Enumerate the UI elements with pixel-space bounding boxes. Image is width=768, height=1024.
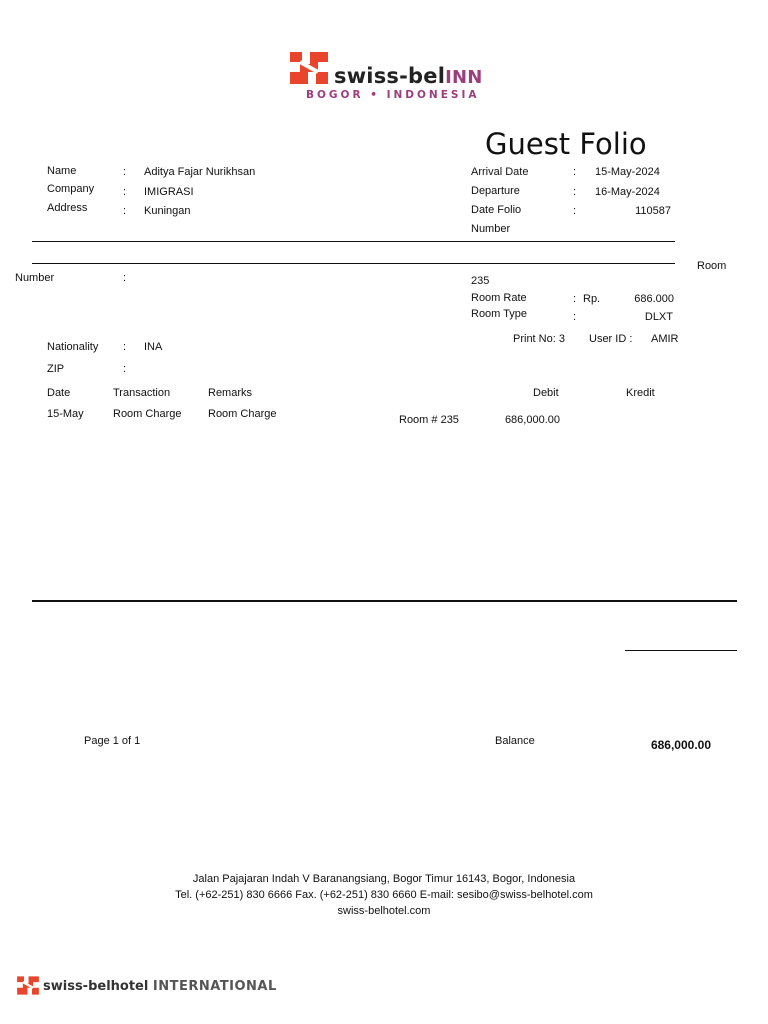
print-no: Print No: 3 [513,333,565,345]
page-indicator: Page 1 of 1 [84,735,141,747]
row-debit: 686,000.00 [504,414,560,426]
departure-sep: : [573,186,577,198]
arrival-value: 15-May-2024 [595,166,660,178]
brand-logo-icon [288,50,330,86]
room-type-value: DLXT [644,311,673,323]
address-label: Address [47,202,88,214]
footer-address: Jalan Pajajaran Indah V Baranangsiang, Bogor Timur 16143, Bogor, Indonesia [192,873,576,885]
table-end-divider [32,600,737,602]
col-header-remarks: Remarks [208,387,253,399]
row-remarks: Room Charge [208,408,277,420]
room-rate-label: Room Rate [471,292,527,304]
room-rate-value: 686.000 [634,293,674,305]
brand-name [334,64,483,88]
group-brand-name: swiss-belhotel [43,979,149,994]
folio-sep: : [573,205,577,217]
brand-suffix: INN [445,67,483,88]
name-value: Aditya Fajar Nurikhsan [144,166,256,178]
divider-second [32,263,675,264]
company-value: IMIGRASI [144,186,194,198]
folio-label: Date Folio [471,204,522,216]
row-room-ref: Room # 235 [399,414,459,426]
zip-label: ZIP [47,363,65,375]
col-header-date: Date [47,387,71,399]
group-logo-icon [16,975,40,996]
row-date: 15-May [47,408,84,420]
footer-website: swiss-belhotel.com [337,905,431,917]
divider-top [32,241,675,242]
user-id-value: AMIR [651,333,679,345]
footer-contact: Tel. (+62-251) 830 6666 Fax. (+62-251) 830 6660 E-mail: sesibo@swiss-belhotel.com [175,889,593,901]
room-rate-currency: Rp. [583,293,601,305]
col-header-debit: Debit [533,387,559,399]
group-brand [43,979,277,994]
nationality-value: INA [144,341,163,353]
name-sep: : [123,166,127,178]
group-brand-suffix: INTERNATIONAL [152,979,277,994]
address-sep: : [123,205,127,217]
room-number-sep: : [123,272,127,284]
page-title: Guest Folio [485,127,647,161]
room-type-label: Room Type [471,308,528,320]
brand-location: BOGOR • INDONESIA [306,89,480,101]
address-value: Kuningan [144,205,191,217]
nationality-label: Nationality [47,341,99,353]
company-sep: : [123,186,127,198]
arrival-sep: : [573,166,577,178]
folio-label-cont: Number [471,223,511,235]
room-type-sep: : [573,311,577,323]
name-label: Name [47,165,77,177]
col-header-transaction: Transaction [113,387,171,399]
row-transaction: Room Charge [113,408,182,420]
folio-value: 110587 [635,205,671,217]
col-header-kredit: Kredit [626,387,655,399]
brand-name-text: swiss-bel [334,64,446,88]
balance-label: Balance [495,735,535,747]
total-underline [625,650,737,651]
arrival-label: Arrival Date [471,166,529,178]
departure-label: Departure [471,185,520,197]
nationality-sep: : [123,341,127,353]
room-number-label: Number [15,272,55,284]
room-number-value: 235 [471,275,490,287]
departure-value: 16-May-2024 [595,186,660,198]
user-id-label: User ID : [589,333,633,345]
room-rate-sep: : [573,293,577,305]
zip-sep: : [123,363,127,375]
balance-value: 686,000.00 [650,738,711,752]
room-label: Room [697,260,727,272]
company-label: Company [47,183,95,195]
